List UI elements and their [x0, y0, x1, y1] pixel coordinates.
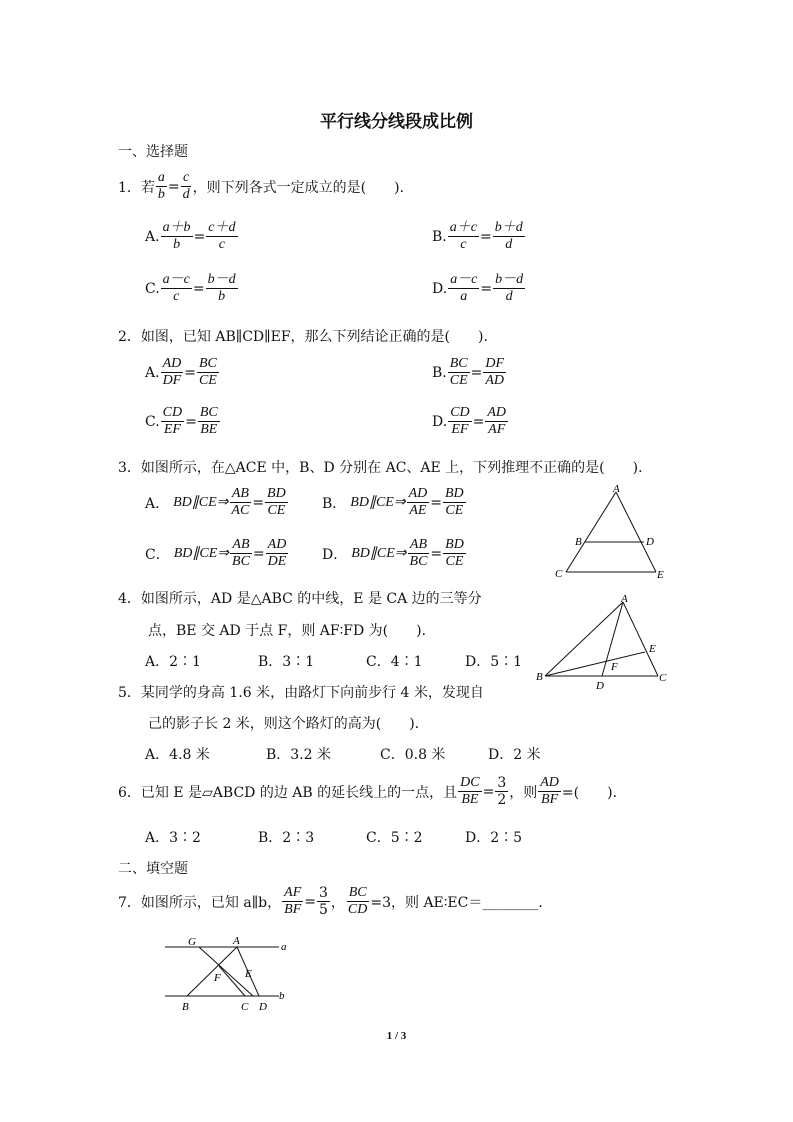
q1-frac-left: $\frac{a}{b}$	[157, 170, 165, 203]
q6-option-b[interactable]: B．2∶3	[258, 830, 315, 846]
question-5-line1: 5．某同学的身高 1.6 米，由路灯下向前步行 4 米，发现自	[118, 685, 484, 701]
q7-label-line-b: b	[279, 990, 285, 1002]
q4-label-e: E	[649, 643, 656, 655]
q7-label-d: D	[259, 1001, 267, 1013]
q6-frac-dc-be: $\frac{DC}{BE}$	[460, 775, 480, 808]
q4-label-b: B	[536, 671, 543, 683]
q4-label-f: F	[611, 661, 618, 673]
q7-label-line-a: a	[281, 941, 287, 953]
q5-option-b[interactable]: B．3.2 米	[266, 747, 332, 763]
q7-label-g: G	[188, 936, 196, 948]
q6-frac-3-2: $\frac{3}{2}$	[497, 775, 507, 809]
page-number: 1 / 3	[386, 1030, 407, 1042]
q2-option-d[interactable]: D. $\frac{CD}{EF}$ = $\frac{AD}{AF}$	[432, 405, 507, 438]
q1-prompt: ，则下列各式一定成立的是( )．	[192, 179, 414, 196]
q6-option-a[interactable]: A．3∶2	[145, 830, 201, 846]
q7-frac-3-5: $\frac{3}{5}$	[318, 885, 328, 919]
q1-eq: =	[167, 178, 180, 195]
section-heading-fill: 二、填空题	[118, 861, 188, 877]
q5-option-a[interactable]: A．4.8 米	[145, 747, 210, 763]
q3-label-a: A	[613, 483, 620, 495]
q7-frac-bc-cd: $\frac{BC}{CD}$	[347, 885, 368, 918]
q2-option-a[interactable]: A. $\frac{AD}{DF}$ = $\frac{BC}{CE}$	[145, 356, 217, 389]
q3-option-a[interactable]: A． BD∥CE⇒ $\frac{AB}{AC}$ = $\frac{BD}{CE}$	[145, 486, 286, 519]
q1-frac-right: $\frac{c}{d}$	[182, 170, 190, 203]
section-heading-choice: 一、选择题	[118, 144, 188, 160]
q1-number: 1．若	[118, 179, 155, 196]
q4-label-c: C	[659, 672, 667, 684]
q7-label-a: A	[233, 935, 240, 947]
question-6: 6．已知 E 是▱ABCD 的边 AB 的延长线上的一点，且 $\frac{DC}{BE}$ = $\frac{3}{2}$ ，则 $\frac{AD}{BF}$ =( )．	[118, 775, 627, 809]
q6-prompt: 6．已知 E 是▱ABCD 的边 AB 的延长线上的一点，且	[118, 784, 458, 801]
q3-triangle-figure	[548, 482, 673, 582]
q2-option-c[interactable]: C. $\frac{CD}{EF}$ = $\frac{BC}{BE}$	[145, 405, 218, 438]
q3-label-e: E	[657, 569, 664, 581]
q1-option-d[interactable]: D. $\frac{a-c}{a}$ = $\frac{b-d}{d}$	[432, 272, 524, 305]
question-4-line2: 点，BE 交 AD 于点 F，则 AF∶FD 为( )．	[148, 623, 436, 639]
q6-frac-ad-bf: $\frac{AD}{BF}$	[540, 775, 559, 808]
q4-label-d: D	[596, 680, 604, 690]
q7-answer-blank[interactable]: =3，则 AE∶EC＝________．	[370, 894, 553, 911]
question-3: 3．如图所示，在△ACE 中，B、D 分别在 AC、AE 上，下列推理不正确的是( )．	[118, 460, 653, 476]
page-title: 平行线分线段成比例	[320, 112, 473, 132]
q4-label-a: A	[621, 593, 628, 605]
q3-label-b: B	[575, 536, 582, 548]
q5-option-c[interactable]: C．0.8 米	[380, 747, 446, 763]
q1-option-b[interactable]: B. $\frac{a+c}{c}$ = $\frac{b+d}{d}$	[432, 220, 523, 253]
q5-option-d[interactable]: D．2 米	[488, 747, 541, 763]
q4-option-c[interactable]: C．4∶1	[366, 654, 423, 670]
q3-option-d[interactable]: D． BD∥CE⇒ $\frac{AB}{BC}$ = $\frac{BD}{CE}$	[322, 537, 464, 570]
q7-prompt: 7．如图所示，已知 a∥b，	[118, 894, 282, 911]
q3-label-c: C	[555, 568, 563, 580]
q7-label-b: B	[182, 1001, 189, 1013]
q4-triangle-figure	[533, 590, 673, 690]
q1-option-a[interactable]: A. $\frac{a+b}{b}$ = $\frac{c+d}{c}$	[145, 220, 236, 253]
q7-frac-af-bf: $\frac{AF}{BF}$	[284, 885, 302, 918]
q4-option-b[interactable]: B．3∶1	[258, 654, 315, 670]
question-4-line1: 4．如图所示，AD 是△ABC 的中线，E 是 CA 边的三等分	[118, 591, 482, 607]
q6-option-c[interactable]: C．5∶2	[366, 830, 423, 846]
q7-label-c: C	[241, 1001, 249, 1013]
question-7: 7．如图所示，已知 a∥b， $\frac{AF}{BF}$ = $\frac{3}{5}$ ， $\frac{BC}{CD}$ =3，则 AE∶EC＝________．	[118, 885, 553, 919]
q1-option-c[interactable]: C. $\frac{a-c}{c}$ = $\frac{b-d}{b}$	[145, 272, 236, 305]
q6-option-d[interactable]: D．2∶5	[465, 830, 523, 846]
q7-label-f: F	[214, 972, 221, 984]
question-1	[118, 170, 414, 203]
q2-option-b[interactable]: B. $\frac{BC}{CE}$ = $\frac{DF}{AD}$	[432, 356, 505, 389]
q4-option-d[interactable]: D．5∶1	[465, 654, 523, 670]
q7-label-e: E	[245, 968, 252, 980]
question-5-line2: 己的影子长 2 米，则这个路灯的高为( )．	[148, 716, 429, 732]
q3-option-b[interactable]: B． BD∥CE⇒ $\frac{AD}{AE}$ = $\frac{BD}{CE}$	[322, 486, 464, 519]
question-2: 2．如图，已知 AB∥CD∥EF，那么下列结论正确的是( )．	[118, 329, 498, 345]
q4-option-a[interactable]: A．2∶1	[145, 654, 201, 670]
q7-parallel-lines-figure	[155, 930, 295, 1015]
q3-option-c[interactable]: C． BD∥CE⇒ $\frac{AB}{BC}$ = $\frac{AD}{DE}$	[145, 537, 287, 570]
q3-label-d: D	[646, 536, 654, 548]
